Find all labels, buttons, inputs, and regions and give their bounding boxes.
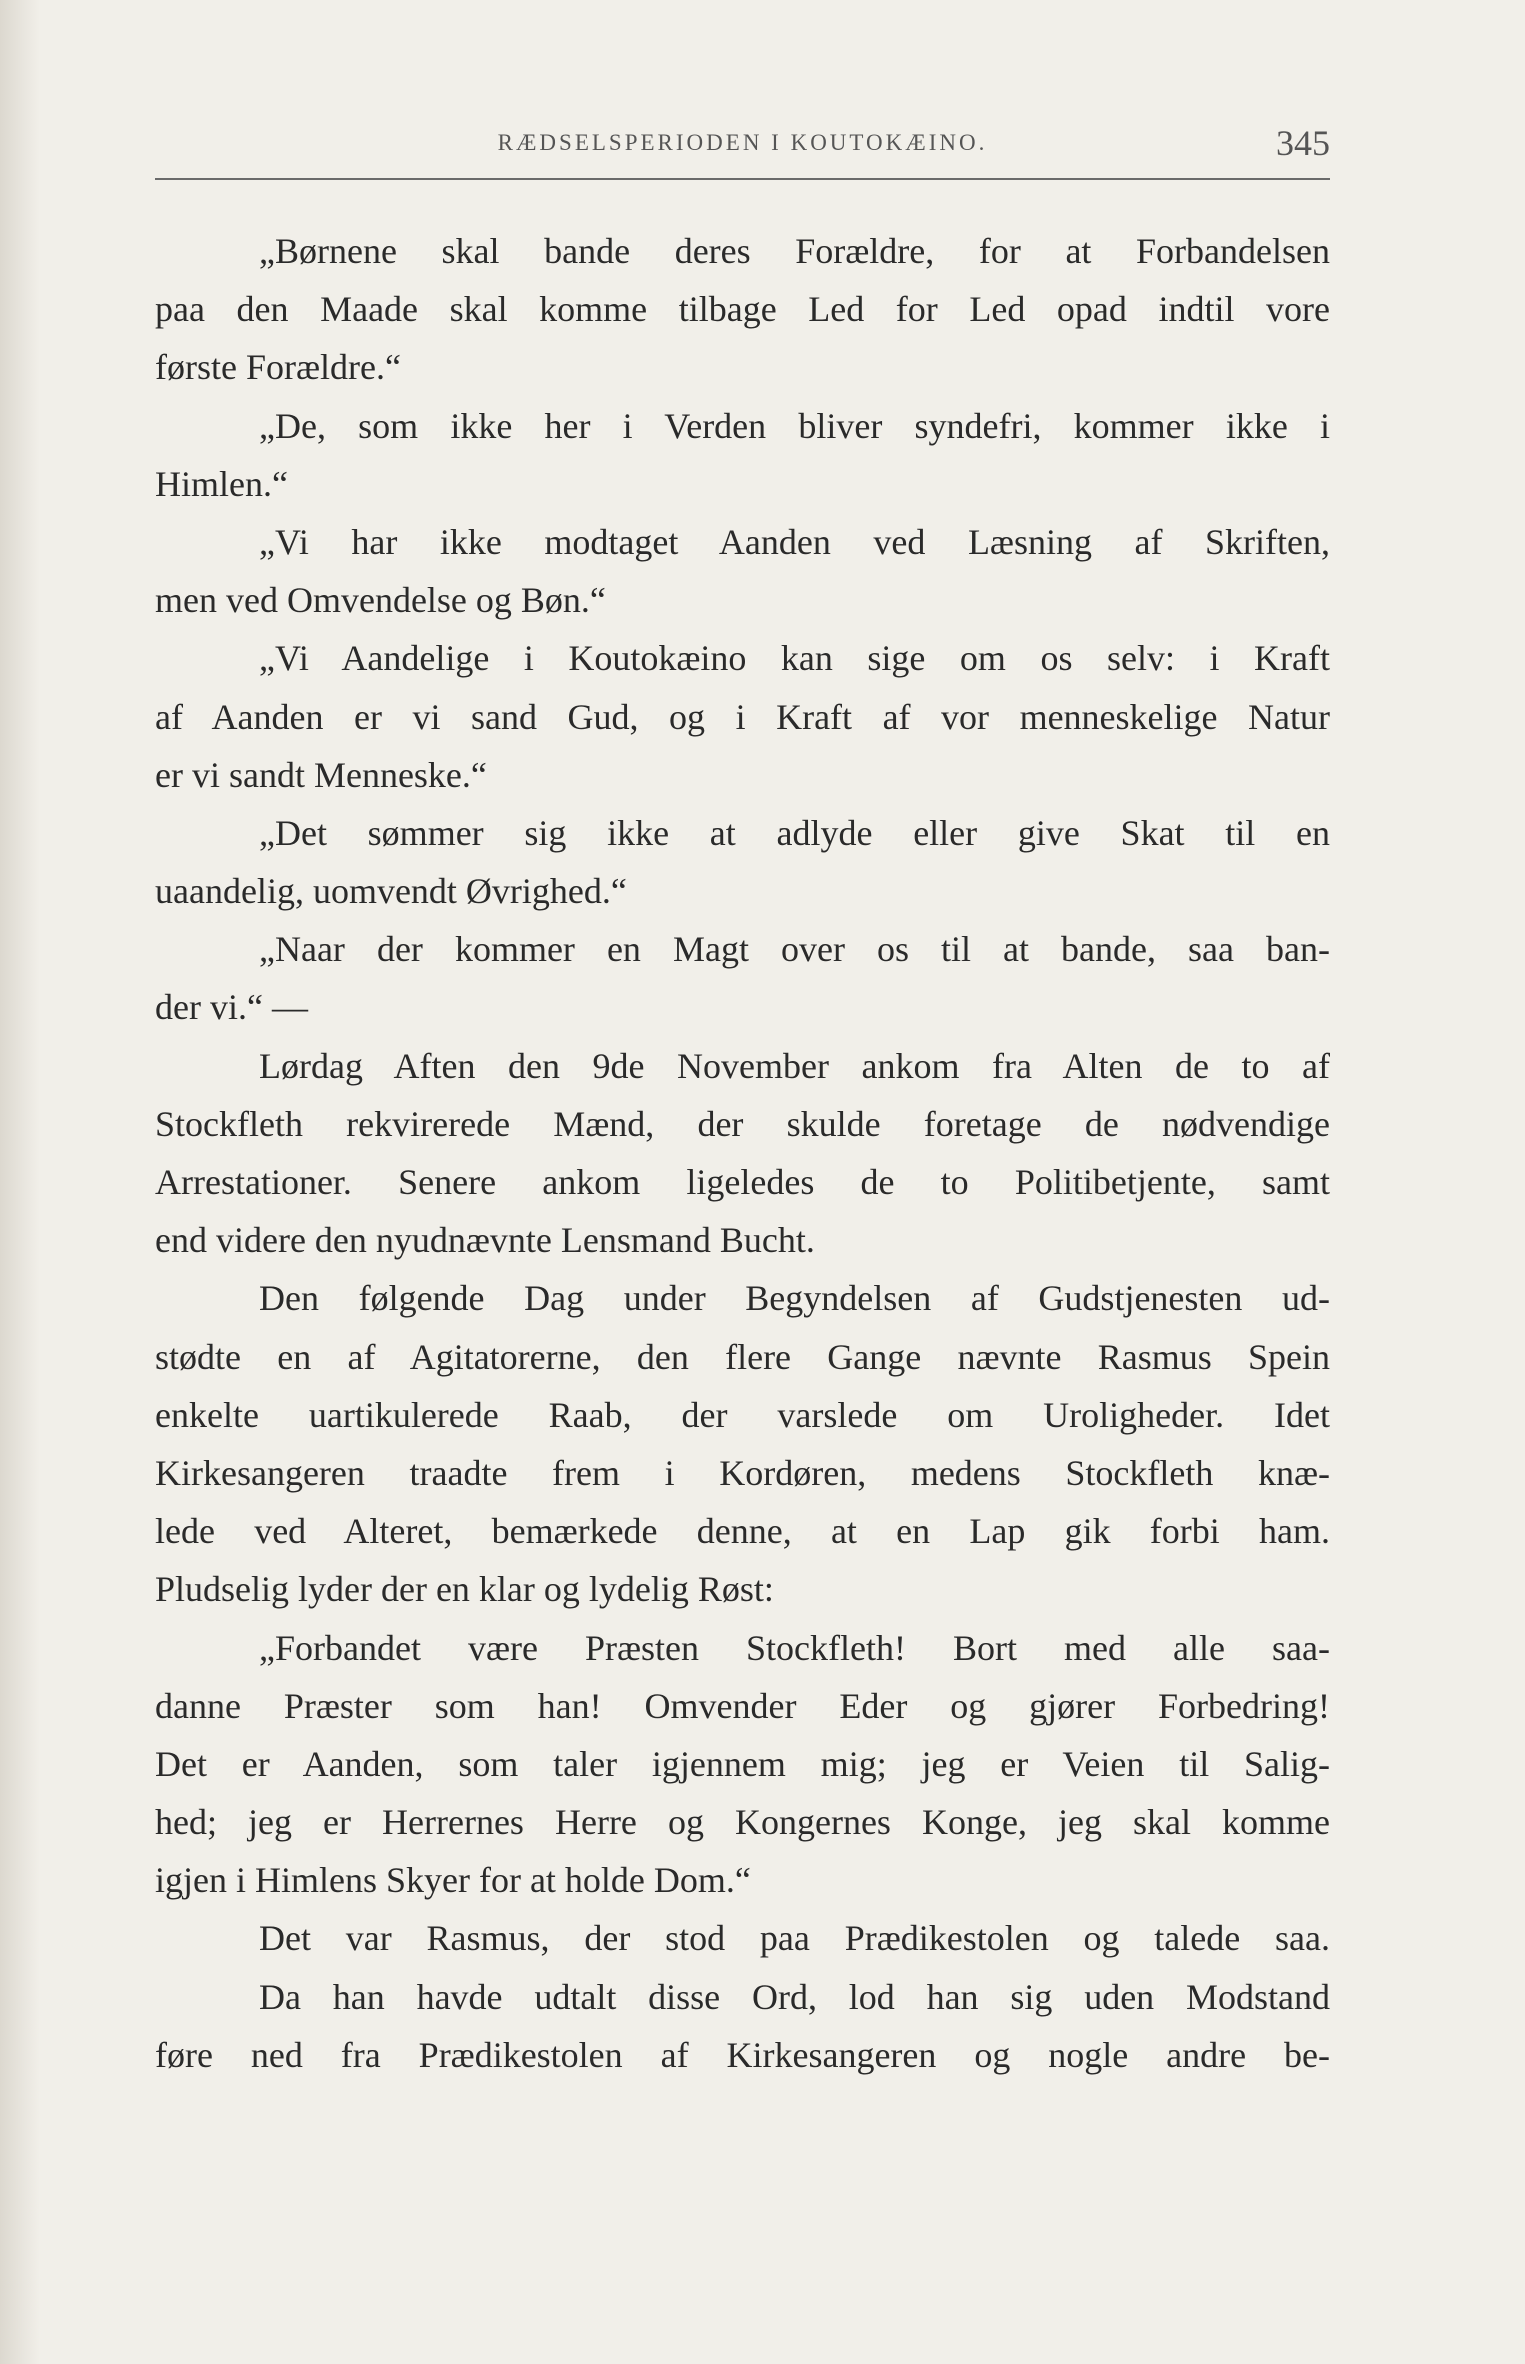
text-line: „Forbandet være Præsten Stockfleth! Bort med alle saa- [259, 1627, 1330, 1668]
text-line: Da han havde udtalt disse Ord, lod han sig uden Modstand [259, 1976, 1330, 2017]
text-line: er vi sandt Menneske.“ [155, 754, 487, 795]
text-line: Pludselig lyder der en klar og lydelig Røst: [155, 1569, 774, 1610]
text-line: paa den Maade skal komme tilbage Led for Led opad indtil vore [155, 289, 1330, 330]
page-number: 345 [1276, 123, 1330, 163]
text-line: „De, som ikke her i Verden bliver syndefri, kommer ikke i [259, 405, 1330, 446]
text-line: uaandelig, uomvendt Øvrighed.“ [155, 871, 627, 912]
text-line: enkelte uartikulerede Raab, der varslede om Uroligheder. Idet [155, 1394, 1330, 1435]
page-edge-shadow [0, 0, 40, 2364]
text-line: „Naar der kommer en Magt over os til at bande, saa ban- [259, 929, 1330, 970]
text-line: lede ved Alteret, bemærkede denne, at en Lap gik forbi ham. [155, 1511, 1330, 1552]
text-line: Det var Rasmus, der stod paa Prædikestolen og talede saa. [259, 1918, 1330, 1959]
text-line: danne Præster som han! Omvender Eder og gjører Forbedring! [155, 1685, 1330, 1726]
text-line: der vi.“ — [155, 987, 308, 1028]
text-line: „Vi Aandelige i Koutokæino kan sige om os selv: i Kraft [259, 638, 1330, 679]
text-line: Det er Aanden, som taler igjennem mig; jeg er Veien til Salig- [155, 1743, 1330, 1784]
text-line: Kirkesangeren traadte frem i Kordøren, medens Stockfleth knæ- [155, 1452, 1330, 1493]
text-line: føre ned fra Prædikestolen af Kirkesangeren og nogle andre be- [155, 2034, 1330, 2075]
running-title: RÆDSELSPERIODEN I KOUTOKÆINO. [497, 130, 988, 155]
text-line: igjen i Himlens Skyer for at holde Dom.“ [155, 1860, 751, 1901]
text-line: af Aanden er vi sand Gud, og i Kraft af vor menneskelige Natur [155, 696, 1330, 737]
page-header [155, 118, 1330, 180]
text-line: „Vi har ikke modtaget Aanden ved Læsning af Skriften, [259, 521, 1330, 562]
text-line: stødte en af Agitatorerne, den flere Gange nævnte Rasmus Spein [155, 1336, 1330, 1377]
text-line: Stockfleth rekvirerede Mænd, der skulde foretage de nødvendige [155, 1103, 1330, 1144]
text-line: end videre den nyudnævnte Lensmand Bucht. [155, 1220, 815, 1261]
text-line: første Forældre.“ [155, 347, 401, 388]
text-line: Arrestationer. Senere ankom ligeledes de to Politibetjente, samt [155, 1162, 1330, 1202]
text-line: Himlen.“ [155, 463, 288, 504]
text-line: hed; jeg er Herrernes Herre og Kongernes Konge, jeg skal komme [155, 1802, 1330, 1843]
body-text [155, 222, 1330, 2084]
text-line: Lørdag Aften den 9de November ankom fra Alten de to af [259, 1045, 1330, 1086]
text-line: men ved Omvendelse og Bøn.“ [155, 580, 606, 621]
text-line: „Børnene skal bande deres Forældre, for at Forbandelsen [259, 231, 1330, 271]
text-line: „Det sømmer sig ikke at adlyde eller give Skat til en [259, 812, 1330, 853]
text-line: Den følgende Dag under Begyndelsen af Gudstjenesten ud- [259, 1278, 1330, 1319]
